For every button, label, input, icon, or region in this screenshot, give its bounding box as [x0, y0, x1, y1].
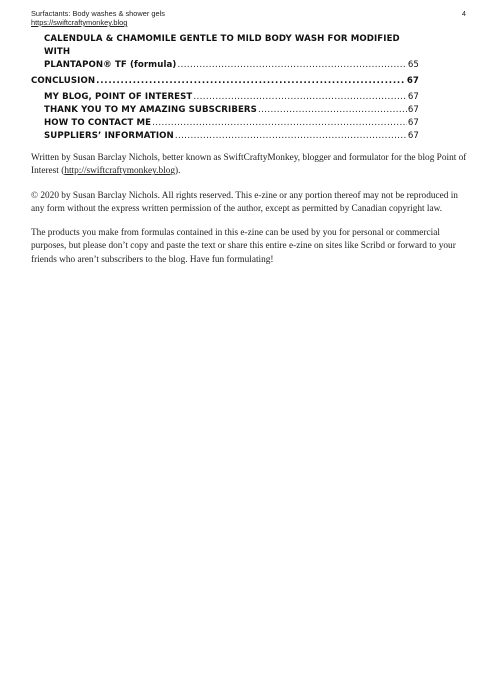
toc-page-number: 67	[407, 91, 419, 102]
toc-entry-label: THANK YOU TO MY AMAZING SUBSCRIBERS	[44, 105, 257, 116]
page-number: 4	[461, 9, 466, 18]
toc-entry-thank-you[interactable]	[44, 104, 419, 117]
blog-link[interactable]: http://swiftcraftymonkey.blog	[64, 166, 175, 177]
toc-entry-contact[interactable]	[44, 117, 419, 130]
toc-page-number: 67	[407, 118, 419, 129]
toc-page-number: 67	[406, 75, 419, 86]
toc-page-number: 67	[407, 105, 419, 116]
toc-leader-dots	[177, 59, 406, 72]
copyright-paragraph: © 2020 by Susan Barclay Nichols. All rights reserved. This e-zine or any portion thereof may not be reproduced in any form without the express written permission of the author, except as permitted by Canadian copyright law.	[31, 190, 458, 214]
toc-entry-label: CALENDULA & CHAMOMILE GENTLE TO MILD BODY WASH FOR MODIFIED WITH	[44, 34, 400, 58]
toc-entry-my-blog[interactable]	[44, 91, 419, 104]
toc-entry-label: HOW TO CONTACT ME	[44, 118, 152, 129]
usage-paragraph: The products you make from formulas contained in this e-zine can be used by you for personal or commercial purposes, but please don’t copy and paste the text or share this entire e-zine on sites like Scribd or forward to your friends who aren’t subscribers to the blog. Have fun formulating!	[31, 228, 456, 265]
toc-entry-label-continued: PLANTAPON® TF (formula)	[44, 60, 177, 71]
table-of-contents	[31, 33, 419, 144]
toc-entry-label: SUPPLIERS’ INFORMATION	[44, 131, 174, 142]
header-title: Surfactants: Body washes & shower gels	[31, 9, 165, 18]
toc-leader-dots	[152, 117, 407, 130]
toc-leader-dots	[96, 75, 406, 88]
toc-entry-label: CONCLUSION	[31, 75, 96, 86]
header-url-link[interactable]: https://swiftcraftymonkey.blog	[31, 18, 128, 27]
toc-leader-dots	[175, 130, 407, 143]
body-text	[31, 152, 467, 278]
toc-leader-dots	[193, 91, 406, 104]
author-text: Written by Susan Barclay Nichols, better known as SwiftCraftyMonkey, blogger and formulator for the blog Point of Interest (	[31, 153, 467, 177]
toc-entry-conclusion[interactable]	[31, 75, 419, 88]
page-header	[31, 9, 466, 27]
author-paragraph	[31, 152, 467, 179]
toc-entry-suppliers[interactable]	[44, 130, 419, 143]
author-text-end: ).	[175, 166, 181, 177]
toc-page-number: 67	[407, 131, 419, 142]
toc-leader-dots	[258, 104, 407, 117]
toc-entry-calendula[interactable]	[44, 33, 419, 73]
toc-page-number: 65	[407, 60, 419, 71]
toc-entry-label: MY BLOG, POINT OF INTEREST	[44, 91, 193, 102]
